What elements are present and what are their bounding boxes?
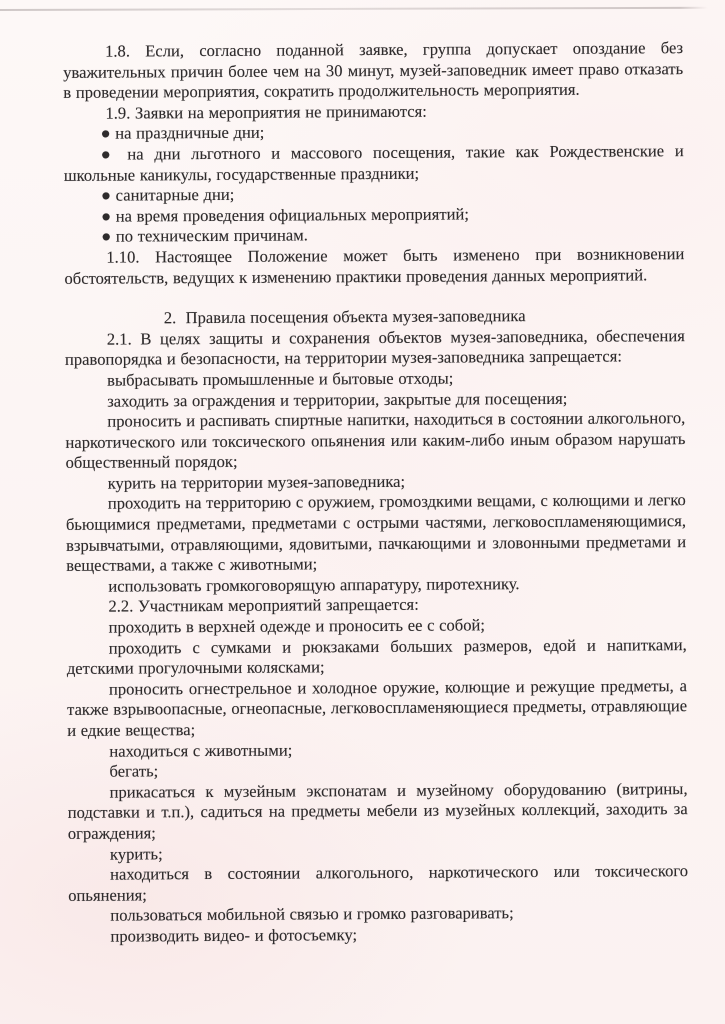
paragraph: 1.10. Настоящее Положение может быть изменено при возникновении обстоятельств, ведущих к изменению практики проведения данных мероприятий. [64,244,685,288]
bullet-item: ● на дни льготного и массового посещения, такие как Рождественские и школьные каникулы, государственные праздники; [63,141,684,185]
paragraph: бегать; [109,761,159,781]
paragraph: производить видео- и фотосъемку; [110,925,358,946]
paragraph: 2.2. Участникам мероприятий запрещается: [108,595,419,617]
paragraph: пользоваться мобильной связью и громко разговаривать; [110,903,514,925]
paragraph: проходить на территорию с оружием, громоздкими вещами, с колющими и легко бьющимися предметами, предметами с острыми частями, легковоспламеняющимися, взрывчатыми, отравляющими, ядовитыми, пачкающими и зловонными предметами и веществами, а также с животными; [65,490,687,576]
section-heading: 2. Правила посещения объекта музея-заповедника [163,306,526,328]
paragraph: курить на территории музея-заповедника; [107,471,406,493]
document-body [63,38,689,947]
paragraph: 1.9. Заявки на мероприятия не принимаются: [105,101,427,123]
paragraph: курить; [109,843,163,864]
scan-artifact-line [0,7,708,11]
paragraph: 1.8. Если, согласно поданной заявке, группа допускает опоздание без уважительных причин более чем на 30 минут, музей-заповедник имеет право отказать в проведении мероприятия, сократить продолжительность мероприятия. [63,38,684,103]
scan-artifact-corner-mark [698,0,725,3]
paragraph: 2.1. В целях защиты и сохранения объектов музея-заповедника, обеспечения правопорядка и безопасности, на территории музея-заповедника запрещается: [64,325,685,370]
paragraph: проносить и распивать спиртные напитки, находиться в состоянии алкогольного, наркотического или токсического опьянения или каким-либо иным образом нарушать общественный порядок; [65,408,686,473]
paragraph: проносить огнестрельное и холодное оружие, колющие и режущие предметы, а также взрывоопасные, огнеопасные, легковоспламеняющиеся предметы, отравляющие и едкие вещества; [67,675,688,740]
bullet-item: ● по техническим причинам. [101,225,308,247]
bullet-item: ● на праздничные дни; [100,123,265,144]
paragraph: выбрасывать промышленные и бытовые отходы; [107,368,454,390]
bullet-item: ● санитарные дни; [100,185,235,205]
paragraph: прикасаться к музейным экспонатам и музейному оборудованию (витрины, подставки и т.п.), садиться на предметы мебели из музейных коллекций, заходить за ограждения; [67,778,688,843]
paragraph: проходить в верхней одежде и проносить ее с собой; [108,615,486,637]
paragraph: находиться с животными; [109,740,293,761]
paragraph: проходить с сумками и рюкзаками больших размеров, едой и напитками, детскими прогулочными колясками; [66,634,687,679]
paragraph: находиться в состоянии алкогольного, наркотического или токсического опьянения; [68,861,689,905]
paragraph: использовать громкоговорящую аппаратуру, пиротехнику. [108,573,520,596]
bullet-item: ● на время проведения официальных мероприятий; [101,204,469,226]
paragraph: заходить за ограждения и территории, закрытые для посещения; [107,388,568,411]
